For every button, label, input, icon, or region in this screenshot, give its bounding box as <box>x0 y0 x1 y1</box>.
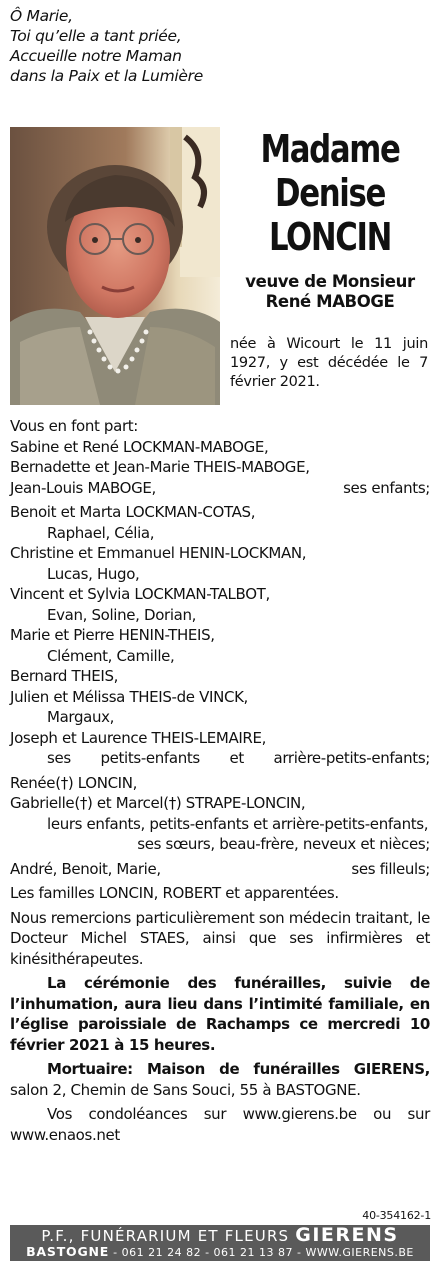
banner-city: BASTOGNE <box>26 1244 110 1259</box>
role-label: ses enfants; <box>343 478 430 497</box>
poem <box>10 6 310 86</box>
child-line <box>10 478 430 499</box>
name-title: Madame <box>260 127 400 171</box>
condolences-paragraph: Vos condoléances sur www.gierens.be ou sur www.enaos.net <box>10 1105 430 1144</box>
announcement-body <box>10 416 430 1145</box>
mortuary-label: Mortuaire: Maison de funérailles GIERENS, <box>47 1060 430 1078</box>
role-label: ses filleuls; <box>351 859 430 878</box>
mortuary-address: salon 2, Chemin de Sans Souci, 55 à BASTOGNE. <box>10 1080 361 1099</box>
sibling-line: Renée(†) LONCIN, <box>10 773 138 792</box>
thanks-paragraph: Nous remercions particulièrement son médecin traitant, le Docteur Michel STAES, ainsi que ses infirmières et kinésithérapeutes. <box>10 908 430 968</box>
name-first: Denise <box>275 171 385 215</box>
widow-of-name: René MABOGE <box>265 292 395 311</box>
intro: Vous en font part: <box>10 417 138 435</box>
mortuary-paragraph <box>10 1059 430 1100</box>
great-grandchildren: Clément, Camille, <box>47 646 175 665</box>
reference-number: 40-354162-1 <box>362 1209 431 1222</box>
widow-of-line: veuve de Monsieur <box>245 272 415 291</box>
godchildren-names: André, Benoit, Marie, <box>10 859 161 878</box>
role-label: ses sœurs, beau-frère, neveux et nièces; <box>137 835 430 853</box>
child-line: Bernadette et Jean-Marie THEIS-MABOGE, <box>10 458 310 476</box>
grandchild-line: Bernard THEIS, <box>10 667 119 685</box>
portrait-photo <box>10 127 220 405</box>
banner-brand: GIERENS <box>295 1224 399 1246</box>
godchildren-line <box>10 859 430 880</box>
role-label: ses petits-enfants et arrière-petits-enfants; <box>47 749 430 767</box>
birth-death-text: née à Wicourt le 11 juin 1927, y est décédée le 7 février 2021. <box>230 336 428 390</box>
widow-of <box>225 272 435 312</box>
banner-contacts: - 061 21 24 82 - 061 21 13 87 - WWW.GIERENS.BE <box>109 1246 414 1259</box>
sibling-line: Gabrielle(†) et Marcel(†) STRAPE-LONCIN, <box>10 794 306 812</box>
deceased-name <box>225 127 435 259</box>
great-grandchildren: Evan, Soline, Dorian, <box>47 605 197 624</box>
great-grandchildren: Margaux, <box>47 708 115 726</box>
great-grandchildren: Raphael, Célia, <box>47 523 155 542</box>
grandchild-line: Julien et Mélissa THEIS-de VINCK, <box>10 687 248 706</box>
child-line: Sabine et René LOCKMAN-MABOGE, <box>10 437 269 456</box>
banner-line-2 <box>10 1245 430 1260</box>
grandchild-line: Marie et Pierre HENIN-THEIS, <box>10 626 215 644</box>
grandchild-line: Christine et Emmanuel HENIN-LOCKMAN, <box>10 544 307 562</box>
name-last: LONCIN <box>269 215 391 259</box>
banner-services: P.F., FUNÉRARIUM ET FLEURS <box>41 1227 296 1245</box>
their-family: leurs enfants, petits-enfants et arrière-petits-enfants, <box>47 814 429 833</box>
great-grandchildren: Lucas, Hugo, <box>47 564 140 583</box>
grandchild-line: Vincent et Sylvia LOCKMAN-TALBOT, <box>10 585 270 603</box>
child-name: Jean-Louis MABOGE, <box>10 478 156 497</box>
funeral-home-banner <box>10 1225 430 1261</box>
ceremony-paragraph: La cérémonie des funérailles, suivie de l’inhumation, aura lieu dans l’intimité familiale, en l’église paroissiale de Rachamps ce mercredi 10 février 2021 à 15 heures. <box>10 974 430 1054</box>
grandchild-line: Joseph et Laurence THEIS-LEMAIRE, <box>10 728 267 747</box>
poem-line: Accueille notre Maman <box>10 47 182 65</box>
poem-line: Ô Marie, <box>10 7 73 25</box>
banner-line-1 <box>10 1225 430 1245</box>
families-line: Les familles LONCIN, ROBERT et apparentées. <box>10 884 339 902</box>
poem-line: dans la Paix et la Lumière <box>10 67 203 85</box>
poem-line: Toi qu’elle a tant priée, <box>10 27 182 45</box>
grandchild-line: Benoit et Marta LOCKMAN-COTAS, <box>10 503 256 521</box>
